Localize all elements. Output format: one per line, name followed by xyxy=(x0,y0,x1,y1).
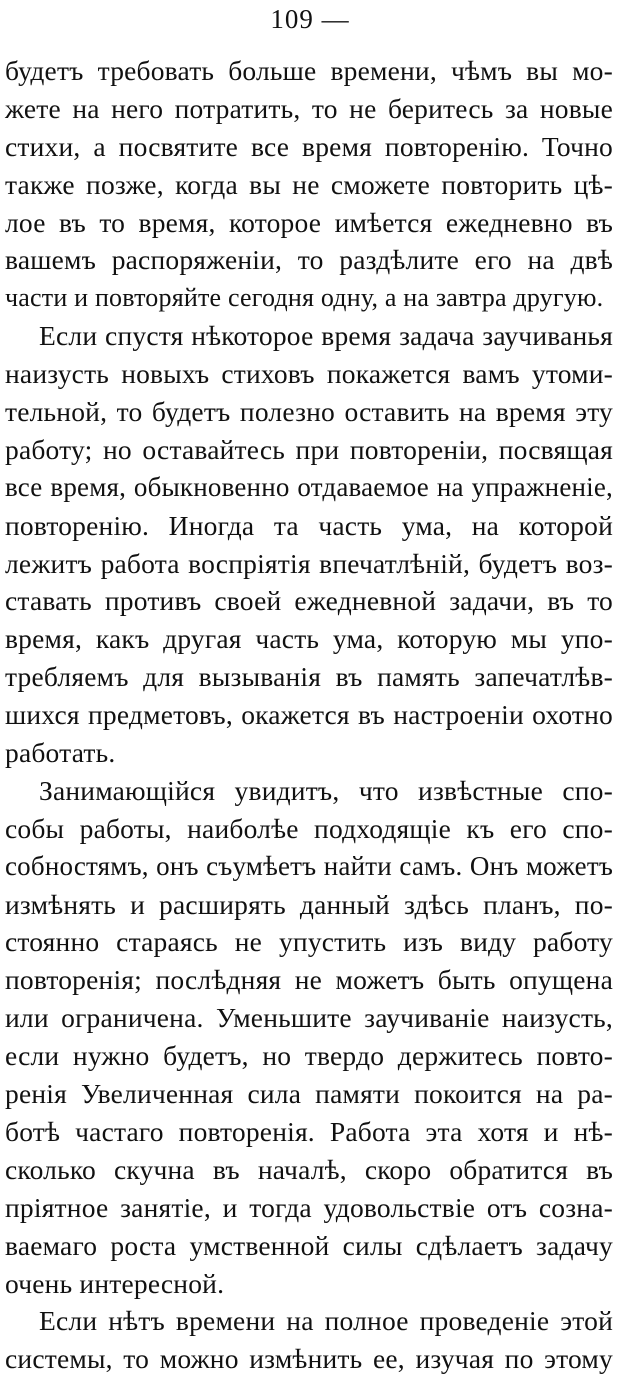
text-line: время, какъ другая часть ума, которую мы упо- xyxy=(5,623,613,655)
text-line: наизусть новыхъ стиховъ покажется вамъ утоми- xyxy=(5,358,613,390)
text-line: если нужно будетъ, но твердо держитесь повто- xyxy=(5,1040,613,1072)
text-line: ботѣ частаго повторенія. Работа эта хотя и нѣ- xyxy=(5,1115,613,1147)
paragraph xyxy=(5,317,613,772)
paragraph xyxy=(5,772,613,1302)
text-line: работать. xyxy=(5,737,116,769)
paragraph xyxy=(5,52,613,317)
text-line: повторенію. Иногда та часть ума, на которой xyxy=(5,509,613,541)
text-line: жете на него потратить, то не беритесь за новые xyxy=(5,92,613,124)
text-line: вашемъ распоряженіи, то раздѣлите его на двѣ xyxy=(5,244,613,276)
text-line: будетъ требовать больше времени, чѣмъ вы мо- xyxy=(5,55,613,86)
page-number: 109 — xyxy=(270,4,350,34)
text-line: шихся предметовъ, окажется въ настроеніи охотно xyxy=(5,699,613,731)
text-line: Если спустя нѣкоторое время задача заучиванья xyxy=(39,320,613,352)
text-line: сколько скучна въ началѣ, скоро обратится въ xyxy=(5,1153,613,1185)
text-line: стоянно стараясь не упустить изъ виду работу xyxy=(5,926,613,958)
text-line: собы работы, наиболѣе подходящіе къ его спо- xyxy=(5,812,613,844)
text-line: также позже, когда вы не сможете повторить цѣ- xyxy=(5,168,613,200)
page-text xyxy=(5,52,613,1378)
text-line: все время, обыкновенно отдаваемое на упражненіе, xyxy=(5,471,613,502)
text-line: собностямъ, онъ съумѣетъ найти самъ. Онъ можетъ xyxy=(5,850,613,881)
text-line: Занимающійся увидитъ, что извѣстные спо- xyxy=(39,774,613,806)
text-line: лежитъ работа воспріятія впечатлѣній, будетъ воз- xyxy=(5,547,613,579)
text-line: очень интересной. xyxy=(5,1267,225,1299)
text-line: системы, то можно измѣнить ее, изучая по этому xyxy=(5,1343,613,1375)
text-line: стихи, а посвятите все время повторенію. Точно xyxy=(5,130,613,162)
text-line: или ограничена. Уменьшите заучиваніе наизусть, xyxy=(5,1002,613,1034)
text-line: ваемаго роста умственной силы сдѣлаетъ задачу xyxy=(5,1229,613,1261)
text-line: части и повторяйте сегодня одну, а на завтра другую. xyxy=(5,283,604,313)
text-line: измѣнять и расширять данный здѣсь планъ, по- xyxy=(5,888,613,920)
text-line: пріятное занятіе, и тогда удовольствіе отъ созна- xyxy=(5,1191,613,1223)
text-line: ренія Увеличенная сила памяти покоится на ра- xyxy=(5,1078,613,1110)
text-line: лое въ то время, которое имѣется ежедневно въ xyxy=(5,206,613,238)
text-line: требляемъ для вызыванія въ память запечатлѣв- xyxy=(5,661,613,693)
text-line: работу; но оставайтесь при повтореніи, посвящая xyxy=(5,433,613,465)
text-line: повторенія; послѣдняя не можетъ быть опущена xyxy=(5,964,613,996)
text-line: ставать противъ своей ежедневной задачи, въ то xyxy=(5,585,613,617)
text-line: тельной, то будетъ полезно оставить на время эту xyxy=(5,396,613,428)
paragraph xyxy=(5,1302,613,1378)
text-line: Если нѣтъ времени на полное проведеніе этой xyxy=(39,1305,613,1337)
